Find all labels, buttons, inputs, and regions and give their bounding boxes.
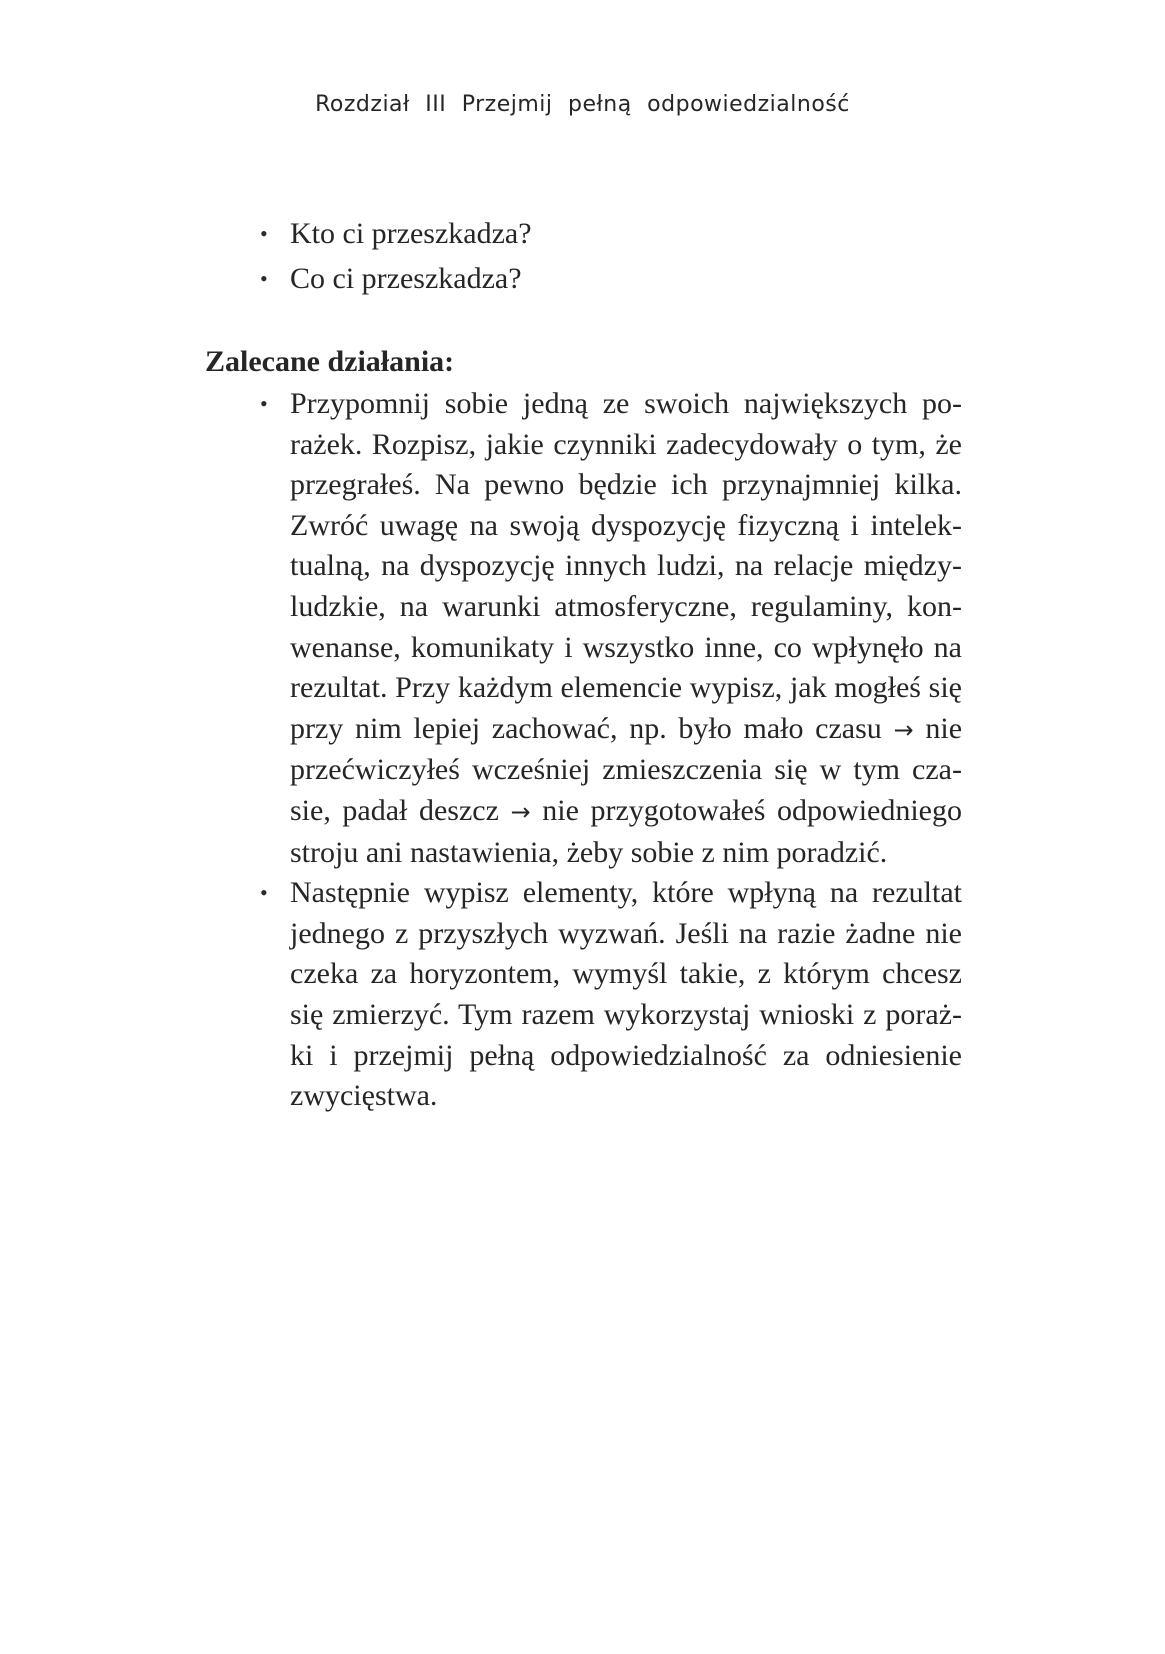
text-line: stroju ani nastawienia, żeby sobie z nim poradzić. — [290, 835, 888, 869]
text-line: przy nim lepiej zachować, np. było mało czasu → nie — [290, 711, 963, 745]
list-item — [260, 873, 962, 1117]
list-item — [260, 384, 963, 873]
bullet-icon: • — [260, 391, 268, 416]
question-text: Co ci przeszkadza? — [290, 262, 522, 295]
text-line: sie, padał deszcz → nie przygotowałeś odpowiedniego — [290, 793, 962, 827]
text-line: zwycięstwa. — [290, 1079, 438, 1113]
text-line: rażek. Rozpisz, jakie czynniki zadecydowały o tym, że — [290, 427, 962, 461]
question-text: Kto ci przeszkadza? — [290, 217, 532, 250]
action-list — [260, 384, 963, 1117]
arrow-right-icon: → — [510, 797, 531, 826]
bullet-icon: • — [260, 880, 268, 906]
text-line: Zwróć uwagę na swoją dyspozycję fizyczną i intelek- — [290, 508, 962, 542]
list-item — [260, 259, 970, 304]
text-line: wenanse, komunikaty i wszystko inne, co wpłynęło na — [290, 630, 962, 664]
question-list — [260, 214, 970, 304]
bullet-icon: • — [260, 221, 268, 246]
text-line: ki i przejmij pełną odpowiedzialność za odniesienie — [290, 1038, 962, 1072]
text-line: ludzkie, na warunki atmosferyczne, regulaminy, kon- — [290, 589, 962, 623]
text-line: tualną, na dyspozycję innych ludzi, na relacje między- — [290, 549, 962, 583]
list-item — [260, 214, 970, 259]
text-line: przegrałeś. Na pewno będzie ich przynajmniej kilka. — [290, 468, 962, 502]
section-heading: Zalecane działania: — [205, 345, 455, 378]
text-line: rezultat. Przy każdym elemencie wypisz, jak mogłeś się — [290, 671, 962, 705]
text-line: czeka za horyzontem, wymyśl takie, z którym chcesz — [290, 957, 962, 991]
arrow-right-icon: → — [893, 715, 914, 744]
text-line: jednego z przyszłych wyzwań. Jeśli na razie żadne nie — [290, 916, 962, 950]
text-line: się zmierzyć. Tym razem wykorzystaj wnioski z poraż- — [290, 997, 962, 1031]
text-line: Następnie wypisz elementy, które wpłyną na rezultat — [290, 876, 962, 910]
running-header: Rozdział III Przejmij pełną odpowiedzialność — [315, 92, 850, 117]
text-line: przećwiczyłeś wcześniej zmieszczenia się w tym cza- — [290, 753, 962, 787]
bullet-icon: • — [260, 266, 268, 291]
text-line: Przypomnij sobie jedną ze swoich największych po- — [290, 387, 962, 420]
